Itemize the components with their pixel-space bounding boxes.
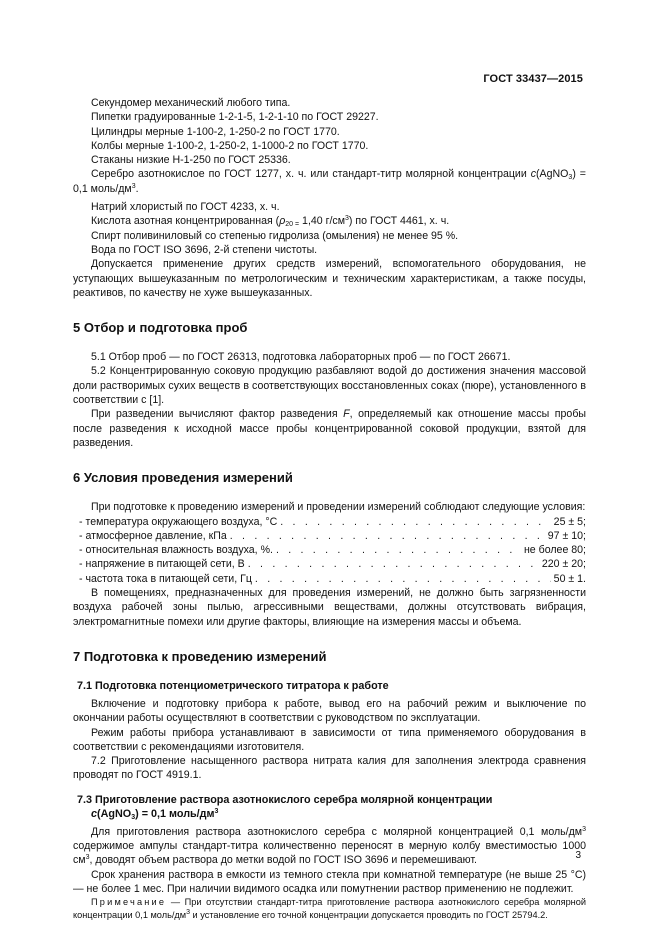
- equipment-item: Пипетки градуированные 1-2-1-5, 1-2-1-10 по ГОСТ 29227.: [91, 111, 379, 124]
- dilution-text: При разведении вычисляют фактор разведения: [91, 408, 344, 421]
- note-label: Примечание: [91, 897, 167, 908]
- nitric-acid-text: 1,40 г/см: [299, 215, 346, 228]
- note-text: и установление его точной концентрации допускается проводить по ГОСТ 25794.2.: [190, 910, 548, 921]
- formula-superscript: 3: [214, 807, 219, 815]
- preparation-text: содержимое ампулы стандарт-титра количественно переносят в мерную колбу вместимостью 1000 см: [73, 839, 586, 867]
- density-symbol: ρ: [279, 215, 286, 228]
- silver-nitrate-paragraph: [73, 167, 586, 196]
- dilution-factor-symbol: F: [343, 408, 350, 421]
- section-6-intro: При подготовке к проведению измерений и проведении измерений соблюдают следующие условия:: [91, 501, 586, 514]
- equipment-item: Стаканы низкие Н-1-250 по ГОСТ 25336.: [91, 154, 291, 167]
- equipment-item: Цилиндры мерные 1-100-2, 1-250-2 по ГОСТ 1770.: [91, 125, 340, 138]
- equipment-list: [73, 96, 586, 167]
- reagent-water: Вода по ГОСТ ISO 3696, 2-й степени чистоты.: [91, 243, 318, 256]
- section-6-outro: В помещениях, предназначенных для проведения измерений, не должно быть загрязненности воздуха рабочей зоны пылью, агрессивными веществами, должны отсутствовать вибрация, электромагнитные помехи или другие факторы, влияющие на измерения массы и объема.: [73, 587, 586, 628]
- condition-label: - атмосферное давление, кПа: [79, 529, 227, 542]
- section-5-2: 5.2 Концентрированную соковую продукцию разбавляют водой до достижения значения массовой доли растворимых сухих веществ в соответствующих восстановленных соках (пюре), установленного в соответствии с [1].: [73, 365, 586, 407]
- condition-value: 97 ± 10;: [547, 529, 586, 542]
- section-7-2: 7.2 Приготовление насыщенного раствора нитрата калия для заполнения электрода сравнения проводят по ГОСТ 4919.1.: [73, 755, 586, 782]
- reagent-nitric-acid: [73, 214, 586, 228]
- preparation-text: Для приготовления раствора азотнокислого серебра с молярной концентрацией 0,1 моль/дм: [91, 825, 583, 838]
- section-7-title: 7 Подготовка к проведению измерений: [73, 648, 327, 664]
- section-5-1: 5.1 Отбор проб — по ГОСТ 26313, подготовка лабораторных проб — по ГОСТ 26671.: [91, 351, 511, 364]
- preparation-text: , доводят объем раствора до метки водой по ГОСТ ISO 3696 и перемешивают.: [89, 854, 478, 867]
- unit-superscript: 3: [582, 825, 586, 833]
- condition-label: - напряжение в питающей сети, В: [79, 558, 245, 571]
- section-7-3-title-formula: [73, 807, 586, 821]
- dilution-text: , определяемый как отношение массы пробы после разведения к исходной массе пробы концентрированной соковой продукции, взятой для разведения.: [73, 408, 586, 449]
- section-7-3-title: 7.3 Приготовление раствора азотнокислого серебра молярной концентрации: [77, 793, 493, 806]
- page-number: 3: [575, 850, 581, 861]
- density-subscript: 20 =: [285, 221, 300, 229]
- section-7-3-p1: [73, 825, 586, 868]
- equipment-item: Секундомер механический любого типа.: [91, 97, 291, 109]
- section-7-3-p2: Срок хранения раствора в емкости из темного стекла при комнатной температуре (не выше 25 °С) — не более 1 мес. При наличии видимого осадка или помутнении раствор применению не подлежит.: [73, 868, 586, 895]
- silver-nitrate-text: Серебро азотнокислое по ГОСТ 1277, х. ч. или стандарт-титр молярной концентрации: [91, 168, 527, 181]
- condition-row: [73, 572, 586, 586]
- unit-superscript: 3: [85, 854, 90, 862]
- allowance-paragraph: Допускается применение других средств измерений, вспомогательного оборудования, не уступающих вышеуказанным по метрологическим и техническим характеристикам, а также посуды, реактивов, по качеству не хуже вышеуказанных.: [73, 258, 586, 299]
- condition-value: 50 ± 1.: [553, 572, 586, 585]
- condition-label: - температура окружающего воздуха, °С: [79, 515, 278, 528]
- density-superscript: 3: [345, 215, 349, 223]
- note-paragraph: [73, 896, 586, 922]
- reagent-pva: Спирт поливиниловый со степенью гидролиза (омыления) не менее 95 %.: [91, 229, 459, 242]
- standard-header: ГОСТ 33437—2015: [483, 73, 583, 85]
- note-superscript: 3: [186, 909, 190, 917]
- section-7-1-title: 7.1 Подготовка потенциометрического титратора к работе: [77, 679, 389, 692]
- condition-value: 220 ± 20;: [541, 558, 586, 571]
- formula-subscript: 3: [568, 174, 573, 182]
- condition-row: [73, 515, 586, 529]
- section-7-1-p2: Режим работы прибора устанавливают в зависимости от типа применяемого оборудования в соответствии с рекомендациями изготовителя.: [73, 726, 586, 753]
- condition-label: - относительная влажность воздуха, %.: [79, 544, 273, 557]
- section-7-1-p1: Включение и подготовку прибора к работе, вывод его на рабочий режим и выключение по окончании работы осуществляют в соответствии с руководством по эксплуатации.: [73, 697, 586, 725]
- formula-superscript: 3: [131, 182, 136, 190]
- nitric-acid-text: ) по ГОСТ 4461, х. ч.: [348, 215, 450, 228]
- section-6-title: 6 Условия проведения измерений: [73, 470, 293, 486]
- section-5-3: [73, 407, 586, 450]
- formula-subscript: 3: [131, 813, 136, 821]
- section-5-title: 5 Отбор и подготовка проб: [73, 320, 248, 336]
- concentration-symbol: c: [530, 168, 537, 181]
- concentration-symbol: c: [91, 807, 98, 820]
- formula-part: (AgNO: [536, 168, 569, 181]
- equipment-item: Колбы мерные 1-100-2, 1-250-2, 1-1000-2 по ГОСТ 1770.: [91, 139, 369, 152]
- note-text: — При отсутствии стандарт-титра приготовление раствора азотнокислого серебра молярной концентрации 0,1 моль/дм: [73, 897, 586, 921]
- formula-part: ) = 0,1 моль/дм: [73, 168, 586, 195]
- condition-row: [73, 557, 586, 571]
- condition-label: - частота тока в питающей сети, Гц: [79, 572, 252, 585]
- formula-part: ) = 0,1 моль/дм: [135, 807, 215, 820]
- formula-part: (AgNO: [97, 807, 132, 820]
- conditions-list: [73, 515, 586, 586]
- condition-value: 25 ± 5;: [553, 515, 586, 528]
- page-content: [73, 96, 586, 922]
- nitric-acid-text: Кислота азотная концентрированная (: [91, 215, 280, 228]
- condition-value: не более 80;: [523, 544, 586, 557]
- condition-row: [73, 529, 586, 543]
- formula-end: .: [135, 182, 139, 195]
- condition-row: [73, 543, 586, 557]
- reagent-sodium-chloride: Натрий хлористый по ГОСТ 4233, х. ч.: [91, 201, 280, 214]
